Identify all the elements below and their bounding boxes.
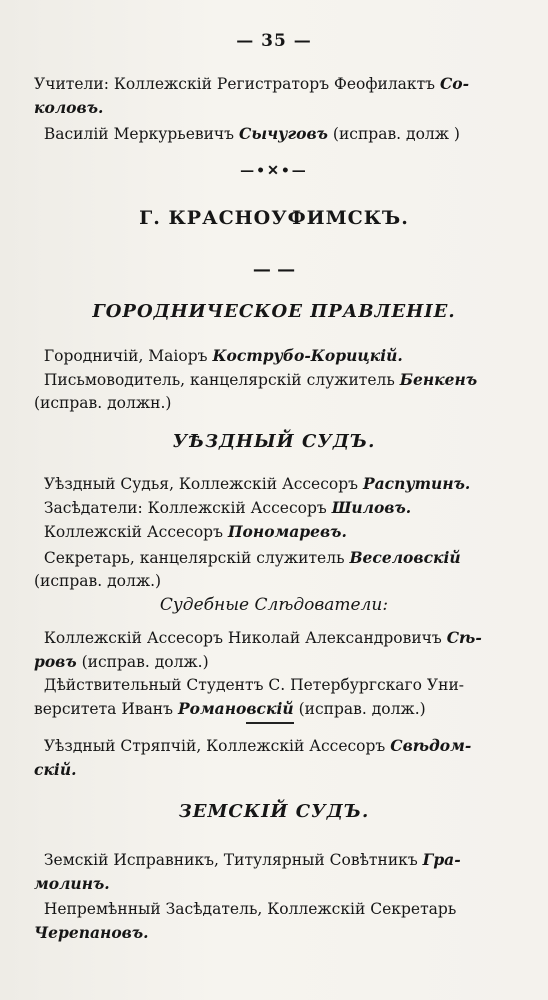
investigators-entries xyxy=(34,626,512,721)
town-heading: Г. КРАСНОУФИМСКЪ. xyxy=(139,207,409,229)
zemsky-sud-heading: ЗЕМСКІЙ СУДЪ. xyxy=(178,801,370,822)
uezd-sud-line-2 xyxy=(34,496,512,520)
investigator-2-title: Дѣйствительный Студентъ С. Петербургскаго Уни- xyxy=(43,676,465,694)
investigators-line-4 xyxy=(34,697,512,721)
teacher-surname: Сычуговъ xyxy=(238,124,328,143)
zemsky-sud-line-4 xyxy=(34,921,512,945)
short-rule xyxy=(246,722,294,724)
secretary-surname: Веселовскій xyxy=(349,548,461,567)
investigator-1-surname-part: Сѣ- xyxy=(446,628,482,647)
ispravnik-surname-end: молинъ. xyxy=(34,874,110,893)
teachers-surname-part: Со- xyxy=(439,74,470,93)
teachers-surname-end: коловъ. xyxy=(34,98,104,117)
uezd-sud-line-3 xyxy=(34,520,512,544)
investigator-2-name: верситета Иванъ xyxy=(34,700,174,718)
stryapchiy-surname-part: Свѣдом- xyxy=(390,736,472,755)
stryapchiy-line-2 xyxy=(34,758,512,782)
uezd-sud-heading: УѢЗДНЫЙ СУДЪ. xyxy=(172,431,376,452)
section-dash: — — xyxy=(252,259,296,280)
ispravnik-title: Земскій Исправникъ, Титулярный Совѣтникъ xyxy=(43,851,418,869)
judge-surname: Распутинъ. xyxy=(362,474,471,493)
clerk-surname: Бенкенъ xyxy=(399,370,478,389)
teacher-name: Василій Меркурьевичъ xyxy=(43,125,235,143)
uezd-sud-line-4 xyxy=(34,546,512,570)
zemsky-sud-line-1 xyxy=(34,848,512,872)
zemsky-sud-line-2 xyxy=(34,872,512,896)
gorodnich-title: Городничій, Маіоръ xyxy=(43,347,208,365)
ispravnik-surname-part: Гра- xyxy=(422,850,461,869)
page-number: — 35 — xyxy=(236,31,312,51)
investigator-2-note: (исправ. долж.) xyxy=(298,700,426,718)
gorodnich-line-1 xyxy=(34,344,512,368)
clerk-note: (исправ. должн.) xyxy=(34,394,172,412)
stryapchiy-surname-end: скій. xyxy=(34,760,77,779)
investigators-line-1 xyxy=(34,626,512,650)
investigators-heading: Судебные Слѣдователи: xyxy=(159,595,389,615)
zasedatel-title: Непремѣнный Засѣдатель, Коллежскій Секретарь xyxy=(43,900,457,918)
investigator-1-note: (исправ. долж.) xyxy=(81,653,209,671)
zemsky-sud-entries xyxy=(34,848,512,945)
zasedatel-surname: Черепановъ. xyxy=(34,923,149,942)
teachers-line-1 xyxy=(34,72,512,96)
teacher-note: (исправ. долж ) xyxy=(332,125,460,143)
judge-title: Уѣздный Судья, Коллежскій Ассесоръ xyxy=(43,475,359,493)
secretary-title: Секретарь, канцелярскій служитель xyxy=(43,549,345,567)
secretary-note: (исправ. долж.) xyxy=(34,572,162,590)
zemsky-sud-line-3 xyxy=(34,898,512,921)
investigator-2-surname: Романовскій xyxy=(177,699,294,718)
assessor-1-surname: Шиловъ. xyxy=(331,498,412,517)
gorodnich-heading: ГОРОДНИЧЕСКОЕ ПРАВЛЕНІЕ. xyxy=(92,301,456,322)
stryapchiy-entry xyxy=(34,734,512,782)
assessors-title: Засѣдатели: Коллежскій Ассесоръ xyxy=(43,499,327,517)
teachers-line-3 xyxy=(34,122,512,146)
investigators-line-2 xyxy=(34,650,512,674)
teachers-line-2 xyxy=(34,96,512,120)
teachers-line-1-text: Учители: Коллежскій Регистраторъ Феофилактъ xyxy=(34,75,436,93)
gorodnich-surname: Кострубо-Корицкій. xyxy=(212,346,403,365)
stryapchiy-line-1 xyxy=(34,734,512,758)
investigator-1-title: Коллежскій Ассесоръ Николай Александровичъ xyxy=(43,629,442,647)
clerk-title: Письмоводитель, канцелярскій служитель xyxy=(43,371,395,389)
stryapchiy-title: Уѣздный Стряпчій, Коллежскій Ассесоръ xyxy=(43,737,386,755)
uezd-sud-line-1 xyxy=(34,472,512,496)
teachers-entry xyxy=(34,72,512,146)
ornament-divider: —•✕•— xyxy=(240,163,308,179)
uezd-sud-entries xyxy=(34,472,512,593)
assessor-2-surname: Пономаревъ. xyxy=(227,522,347,541)
gorodnich-entries xyxy=(34,344,512,415)
investigators-line-3 xyxy=(34,674,512,697)
gorodnich-line-2 xyxy=(34,368,512,392)
investigator-1-surname-end: ровъ xyxy=(34,652,77,671)
assessor-2-title: Коллежскій Ассесоръ xyxy=(43,523,223,541)
